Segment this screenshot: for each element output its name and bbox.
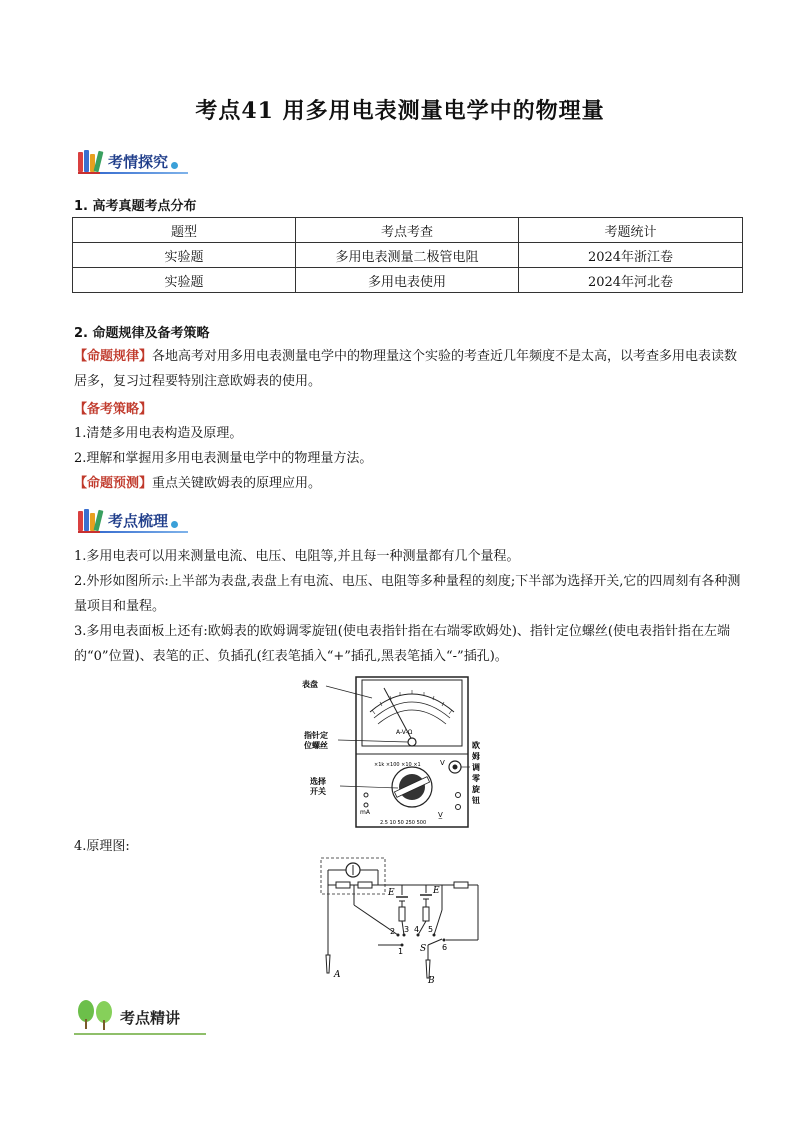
v-label: V	[440, 759, 445, 767]
table-header: 题型	[73, 218, 296, 243]
multimeter-figure	[300, 674, 500, 830]
table-cell: 实验题	[73, 268, 296, 293]
rule-text: 各地高考对用多用电表测量电学中的物理量这个实验的考查近几年频度不是太高，以考查多用电表读数居多，复习过程要特别注意欧姆表的使用。	[74, 349, 738, 389]
svg-text:指针定: 指针定	[304, 731, 328, 740]
svg-text:调: 调	[472, 763, 480, 772]
prep-label: 【备考策略】	[74, 402, 153, 417]
rule-label: 【命题规律】	[74, 349, 153, 364]
svg-text:位螺丝: 位螺丝	[304, 741, 328, 750]
ma-label: mA	[360, 809, 370, 816]
point-4: 4.原理图:	[74, 839, 130, 854]
table-row	[73, 268, 743, 293]
svg-text:选择: 选择	[310, 777, 326, 786]
dot-icon	[171, 521, 178, 528]
svg-text:5: 5	[428, 925, 434, 934]
svg-text:钮: 钮	[472, 796, 480, 805]
strategy-heading: 2. 命题规律及备考策略	[74, 326, 210, 341]
svg-text:4: 4	[414, 925, 420, 934]
section-label: 考点梳理	[108, 511, 169, 530]
table-header: 考点考查	[296, 218, 519, 243]
table-cell: 2024年河北卷	[519, 268, 743, 293]
books-icon	[78, 150, 104, 172]
e2-label: E	[433, 886, 440, 896]
section-label: 考情探究	[108, 152, 169, 171]
exam-table	[72, 217, 743, 293]
predict-label: 【命题预测】	[74, 476, 153, 491]
svg-text:姆: 姆	[472, 752, 480, 761]
omega-range-text: ×1k ×100 ×10 ×1	[374, 762, 421, 768]
svg-text:零: 零	[472, 774, 480, 783]
section-label: 考点精讲	[120, 1009, 181, 1027]
section-header-lecture	[74, 999, 214, 1035]
trees-icon	[74, 999, 118, 1031]
predict-text: 重点关键欧姆表的原理应用。	[152, 476, 322, 491]
svg-text:6: 6	[442, 943, 448, 952]
svg-text:2: 2	[390, 927, 396, 936]
svg-text:欧: 欧	[472, 741, 480, 750]
dot-icon	[171, 162, 178, 169]
prep-item: 2.理解和掌握用多用电表测量电学中的物理量方法。	[74, 451, 373, 466]
svg-text:3: 3	[404, 925, 410, 934]
point-1: 1.多用电表可以用来测量电流、电压、电阻等,并且每一种测量都有几个量程。	[74, 549, 520, 564]
prep-item: 1.清楚多用电表构造及原理。	[74, 426, 243, 441]
s-label: S	[420, 944, 427, 954]
page-title: 考点41 用多用电表测量电学中的物理量	[195, 98, 605, 124]
circuit-diagram	[318, 855, 488, 985]
table-cell: 多用电表测量二极管电阻	[296, 243, 519, 268]
table-row	[73, 243, 743, 268]
point-2: 2.外形如图所示:上半部为表盘,表盘上有电流、电压、电阻等多种量程的刻度;下半部为选择开关,它的四周刻有各种测量项目和量程。	[74, 574, 741, 614]
point-3: 3.多用电表面板上还有:欧姆表的欧姆调零旋钮(使电表指针指在右端零欧姆处)、指针定位螺丝(使电表指针指在左端的“0”位置)、表笔的正、负插孔(红表笔插入“+”插孔,黑表笔插入“-”插孔)。	[74, 624, 730, 664]
table-cell: 实验题	[73, 243, 296, 268]
table-cell: 多用电表使用	[296, 268, 519, 293]
section-header-summary	[78, 505, 178, 535]
table-cell: 2024年浙江卷	[519, 243, 743, 268]
pointer-screw-icon	[408, 738, 416, 746]
svg-text:V̲: V̲	[438, 811, 443, 819]
e1-label: E	[388, 888, 395, 898]
scale-text: A-V-Ω	[396, 729, 413, 736]
label-dial: 表盘	[302, 680, 318, 689]
svg-text:开关: 开关	[310, 787, 326, 796]
rule-paragraph	[74, 344, 742, 394]
exam-heading: 1. 高考真题考点分布	[74, 199, 197, 214]
table-header: 考题统计	[519, 218, 743, 243]
svg-text:旋: 旋	[472, 785, 480, 794]
predict-paragraph	[74, 472, 321, 491]
section-header-exploration	[78, 146, 178, 176]
books-icon	[78, 509, 104, 531]
a-label: A	[334, 970, 341, 980]
bottom-scale: 2.5 10 50 250 500	[380, 820, 427, 826]
svg-text:1: 1	[398, 947, 404, 956]
table-header-row	[73, 218, 743, 243]
b-label: B	[428, 976, 435, 985]
